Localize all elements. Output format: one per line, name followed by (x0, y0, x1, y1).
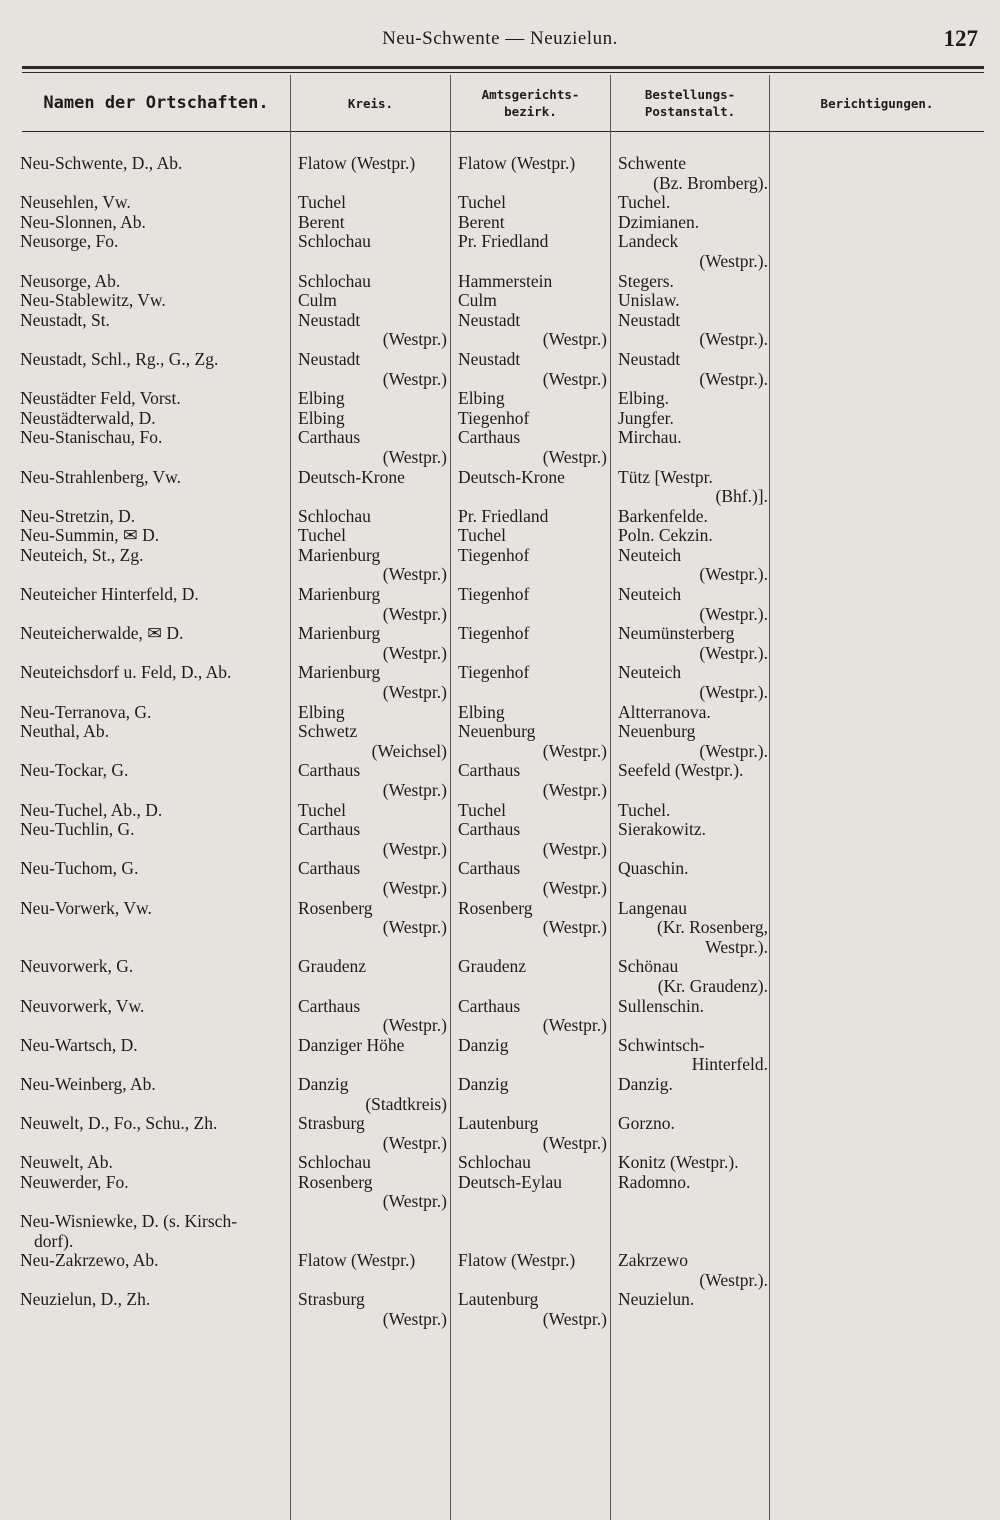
place-name: Neustädter Feld, Vorst. (20, 388, 181, 409)
kreis-cell: Rosenberg (298, 897, 373, 918)
post-cell: Neuzielun. (618, 1289, 695, 1310)
amtsgericht-cell: Lautenburg (458, 1289, 539, 1310)
place-name: Neu-Tockar, G. (20, 760, 129, 781)
kreis-cell: Schwetz (298, 721, 358, 742)
amtsgericht-cell: Culm (458, 290, 497, 311)
amtsgericht-cell: Lautenburg (458, 1113, 539, 1134)
amtsgericht-continued: (Westpr.) (542, 329, 607, 350)
amtsgericht-cell: Danzig (458, 1073, 509, 1094)
table-row (0, 801, 1000, 821)
kreis-cell: Danzig (298, 1073, 349, 1094)
amtsgericht-cell: Tiegenhof (458, 544, 530, 565)
table-row (0, 272, 1000, 292)
kreis-cell: Elbing (298, 407, 345, 428)
table-row (0, 977, 1000, 997)
post-cell: Radomno. (618, 1171, 691, 1192)
amtsgericht-cell: Hammerstein (458, 270, 553, 291)
place-name: Neu-Tuchel, Ab., D. (20, 799, 163, 820)
amtsgericht-cell: Tiegenhof (458, 662, 530, 683)
post-cell: Tütz [Westpr. (618, 466, 713, 487)
table-row (0, 1232, 1000, 1252)
kreis-continued: (Westpr.) (382, 838, 447, 859)
amtsgericht-continued: (Westpr.) (542, 838, 607, 859)
amtsgericht-continued: (Westpr.) (542, 1132, 607, 1153)
kreis-continued: (Westpr.) (382, 1309, 447, 1330)
kreis-cell: Marienburg (298, 623, 381, 644)
place-name: Neuwelt, Ab. (20, 1152, 113, 1173)
table-row (0, 742, 1000, 762)
place-name: Neu-Vorwerk, Vw. (20, 897, 152, 918)
table-row (0, 330, 1000, 350)
kreis-cell: Marienburg (298, 662, 381, 683)
table-row (0, 232, 1000, 252)
amtsgericht-cell: Carthaus (458, 760, 521, 781)
kreis-cell: Elbing (298, 388, 345, 409)
amtsgericht-cell: Tuchel (458, 192, 506, 213)
table-row (0, 350, 1000, 370)
place-name: Neuteicher Hinterfeld, D. (20, 584, 199, 605)
table-row (0, 487, 1000, 507)
post-cell: Schwintsch- (618, 1034, 705, 1055)
kreis-cell: Marienburg (298, 544, 381, 565)
amtsgericht-cell: Carthaus (458, 427, 521, 448)
kreis-continued: (Westpr.) (382, 603, 447, 624)
table-row (0, 1036, 1000, 1056)
post-cell: Neuteich (618, 662, 682, 683)
place-name: Neuthal, Ab. (20, 721, 109, 742)
kreis-cell: Flatow (Westpr.) (298, 1250, 416, 1271)
place-name: Neu-Slonnen, Ab. (20, 211, 146, 232)
place-name: Neu-Stretzin, D. (20, 505, 136, 526)
kreis-cell: Carthaus (298, 995, 361, 1016)
column-header-kreis: Kreis. (347, 95, 394, 111)
amtsgericht-continued: (Westpr.) (542, 780, 607, 800)
post-cell: Schwente (618, 153, 687, 173)
kreis-continued: (Westpr.) (382, 368, 447, 389)
column-header-name: Namen der Ortschaften. (43, 92, 269, 113)
amtsgericht-cell: Carthaus (458, 995, 521, 1016)
kreis-cell: Schlochau (298, 505, 371, 526)
table-row (0, 957, 1000, 977)
header-rule-thin (22, 72, 984, 73)
kreis-cell: Strasburg (298, 1113, 365, 1134)
column-header-post: Bestellungs- Postanstalt. (644, 87, 736, 119)
table-row (0, 409, 1000, 429)
post-continued: (Westpr.). (699, 250, 768, 271)
amtsgericht-cell: Tuchel (458, 525, 506, 546)
amtsgericht-cell: Flatow (Westpr.) (458, 1250, 576, 1271)
table-row (0, 565, 1000, 585)
place-name: Neu-Strahlenberg, Vw. (20, 466, 182, 487)
place-name: Neu-Schwente, D., Ab. (20, 153, 183, 173)
amtsgericht-cell: Rosenberg (458, 897, 533, 918)
place-name: Neusorge, Fo. (20, 231, 119, 252)
column-header-berichtigungen: Berichtigungen. (820, 95, 934, 111)
place-name: Neuteicherwalde, ✉ D. (20, 623, 184, 644)
table-row (0, 1016, 1000, 1036)
table-row (0, 546, 1000, 566)
place-name: Neu-Stablewitz, Vw. (20, 290, 166, 311)
table-row (0, 213, 1000, 233)
table-row (0, 1251, 1000, 1271)
post-cell: Tuchel. (618, 799, 671, 820)
amtsgericht-cell: Tuchel (458, 799, 506, 820)
table-row (0, 585, 1000, 605)
table-row (0, 468, 1000, 488)
kreis-cell: Graudenz (298, 956, 367, 977)
amtsgericht-continued: (Westpr.) (542, 1309, 607, 1330)
table-row (0, 154, 1000, 174)
post-cell: Zakrzewo (618, 1250, 688, 1271)
page-number: 127 (943, 26, 978, 51)
table-row (0, 311, 1000, 331)
place-name: Neuzielun, D., Zh. (20, 1289, 151, 1310)
amtsgericht-continued: (Westpr.) (542, 917, 607, 938)
table-row (0, 624, 1000, 644)
kreis-cell: Neustadt (298, 348, 361, 369)
post-continued: (Bhf.)]. (715, 486, 768, 507)
place-name: Neuwelt, D., Fo., Schu., Zh. (20, 1113, 218, 1134)
kreis-continued: (Westpr.) (382, 329, 447, 350)
kreis-cell: Schlochau (298, 1152, 371, 1173)
kreis-continued: (Westpr.) (382, 917, 447, 938)
table-row (0, 193, 1000, 213)
table-row (0, 252, 1000, 272)
table-row (0, 683, 1000, 703)
amtsgericht-cell: Flatow (Westpr.) (458, 153, 576, 173)
post-cell: Unislaw. (618, 290, 680, 311)
post-continued: Hinterfeld. (691, 1054, 768, 1075)
post-continued: (Kr. Graudenz). (657, 975, 768, 996)
post-cell: Poln. Cekzin. (618, 525, 713, 546)
table-row (0, 781, 1000, 801)
amtsgericht-cell: Neuenburg (458, 721, 536, 742)
column-header-amtsgericht: Amtsgerichts- bezirk. (481, 87, 580, 119)
table-row (0, 644, 1000, 664)
amtsgericht-continued: (Westpr.) (542, 740, 607, 761)
amtsgericht-cell: Carthaus (458, 819, 521, 840)
amtsgericht-cell: Tiegenhof (458, 623, 530, 644)
post-cell: Mirchau. (618, 427, 682, 448)
kreis-cell: Rosenberg (298, 1171, 373, 1192)
amtsgericht-continued: (Westpr.) (542, 877, 607, 898)
table-row (0, 859, 1000, 879)
kreis-cell: Carthaus (298, 427, 361, 448)
kreis-cell: Marienburg (298, 584, 381, 605)
place-name: Neu-Stanischau, Fo. (20, 427, 163, 448)
table-row (0, 448, 1000, 468)
post-cell: Neuteich (618, 544, 682, 565)
kreis-cell: Deutsch-Krone (298, 466, 405, 487)
place-name: Neu-Tuchom, G. (20, 858, 139, 879)
post-continued: (Westpr.). (699, 642, 768, 663)
post-cell: Seefeld (Westpr.). (618, 760, 744, 781)
table-row (0, 1114, 1000, 1134)
kreis-cell: Schlochau (298, 270, 371, 291)
kreis-cell: Carthaus (298, 760, 361, 781)
post-continued: (Westpr.). (699, 564, 768, 585)
place-name: Neustadt, St. (20, 309, 110, 330)
table-row (0, 1173, 1000, 1193)
table-row (0, 605, 1000, 625)
post-cell: Dzimianen. (618, 211, 700, 232)
table-row (0, 526, 1000, 546)
table-row (0, 370, 1000, 390)
table-row (0, 1212, 1000, 1232)
post-cell: Barkenfelde. (618, 505, 708, 526)
amtsgericht-cell: Schlochau (458, 1152, 531, 1173)
post-cell: Neumünsterberg (618, 623, 735, 644)
kreis-cell: Elbing (298, 701, 345, 722)
amtsgericht-cell: Elbing (458, 388, 505, 409)
post-continued: (Westpr.). (699, 1269, 768, 1290)
post-cell: Langenau (618, 897, 687, 918)
post-cell: Neustadt (618, 309, 681, 330)
kreis-continued: (Weichsel) (371, 740, 447, 761)
place-name: Neusorge, Ab. (20, 270, 121, 291)
post-cell: Elbing. (618, 388, 670, 409)
table-row (0, 1153, 1000, 1173)
post-continued: (Westpr.). (699, 329, 768, 350)
amtsgericht-continued: (Westpr.) (542, 446, 607, 467)
place-name: Neu-Wisniewke, D. (s. Kirsch- (20, 1211, 238, 1232)
kreis-continued: (Westpr.) (382, 780, 447, 800)
kreis-continued: (Westpr.) (382, 642, 447, 663)
table-row (0, 997, 1000, 1017)
kreis-cell: Culm (298, 290, 337, 311)
amtsgericht-cell: Danzig (458, 1034, 509, 1055)
place-name: Neu-Wartsch, D. (20, 1034, 138, 1055)
kreis-continued: (Stadtkreis) (365, 1093, 447, 1114)
place-name: Neu-Summin, ✉ D. (20, 525, 160, 546)
post-continued: (Bz. Bromberg). (653, 172, 768, 193)
post-cell: Altterranova. (618, 701, 711, 722)
table-row (0, 1310, 1000, 1330)
kreis-continued: (Westpr.) (382, 1015, 447, 1036)
kreis-cell: Tuchel (298, 799, 346, 820)
place-name: Neu-Terranova, G. (20, 701, 152, 722)
table-row (0, 1192, 1000, 1212)
table-row (0, 1271, 1000, 1291)
post-continued: (Kr. Rosenberg, (657, 917, 768, 938)
table-row (0, 722, 1000, 742)
place-name-continued: dorf). (34, 1230, 74, 1251)
running-title: Neu-Schwente — Neuzielun. (382, 28, 618, 49)
gazetteer-table (0, 154, 1000, 1330)
table-row (0, 1134, 1000, 1154)
place-name: Neuvorwerk, G. (20, 956, 134, 977)
kreis-continued: (Westpr.) (382, 1132, 447, 1153)
table-row (0, 1075, 1000, 1095)
post-cell: Schönau (618, 956, 679, 977)
amtsgericht-cell: Carthaus (458, 858, 521, 879)
table-row (0, 663, 1000, 683)
amtsgericht-cell: Neustadt (458, 309, 521, 330)
amtsgericht-continued: (Westpr.) (542, 368, 607, 389)
page-header (0, 28, 1000, 58)
kreis-cell: Tuchel (298, 525, 346, 546)
kreis-cell: Neustadt (298, 309, 361, 330)
amtsgericht-cell: Neustadt (458, 348, 521, 369)
place-name: Neustädterwald, D. (20, 407, 156, 428)
kreis-cell: Schlochau (298, 231, 371, 252)
table-row (0, 761, 1000, 781)
kreis-continued: (Westpr.) (382, 1191, 447, 1212)
place-name: Neusehlen, Vw. (20, 192, 131, 213)
column-header-rule (22, 131, 984, 132)
table-row (0, 938, 1000, 958)
table-row (0, 1095, 1000, 1115)
table-row (0, 840, 1000, 860)
post-continued: Westpr.). (705, 936, 768, 957)
table-row (0, 703, 1000, 723)
table-row (0, 820, 1000, 840)
table-row (0, 1290, 1000, 1310)
kreis-continued: (Westpr.) (382, 564, 447, 585)
kreis-cell: Strasburg (298, 1289, 365, 1310)
amtsgericht-cell: Pr. Friedland (458, 505, 549, 526)
kreis-cell: Danziger Höhe (298, 1034, 405, 1055)
amtsgericht-cell: Graudenz (458, 956, 527, 977)
place-name: Neu-Zakrzewo, Ab. (20, 1250, 159, 1271)
table-row (0, 389, 1000, 409)
table-row (0, 507, 1000, 527)
kreis-continued: (Westpr.) (382, 446, 447, 467)
amtsgericht-cell: Berent (458, 211, 505, 232)
post-cell: Jungfer. (618, 407, 674, 428)
kreis-cell: Tuchel (298, 192, 346, 213)
place-name: Neuwerder, Fo. (20, 1171, 129, 1192)
amtsgericht-cell: Deutsch-Krone (458, 466, 565, 487)
amtsgericht-cell: Elbing (458, 701, 505, 722)
place-name: Neu-Weinberg, Ab. (20, 1073, 156, 1094)
post-cell: Gorzno. (618, 1113, 675, 1134)
table-row (0, 918, 1000, 938)
post-cell: Konitz (Westpr.). (618, 1152, 739, 1173)
post-cell: Tuchel. (618, 192, 671, 213)
post-cell: Stegers. (618, 270, 674, 291)
post-cell: Sullenschin. (618, 995, 705, 1016)
table-row (0, 899, 1000, 919)
amtsgericht-cell: Deutsch-Eylau (458, 1171, 562, 1192)
place-name: Neuteich, St., Zg. (20, 544, 144, 565)
table-row (0, 879, 1000, 899)
kreis-cell: Carthaus (298, 858, 361, 879)
post-cell: Danzig. (618, 1073, 673, 1094)
kreis-cell: Flatow (Westpr.) (298, 153, 416, 173)
kreis-cell: Berent (298, 211, 345, 232)
post-cell: Neuenburg (618, 721, 696, 742)
post-continued: (Westpr.). (699, 603, 768, 624)
table-row (0, 174, 1000, 194)
post-continued: (Westpr.). (699, 740, 768, 761)
amtsgericht-cell: Pr. Friedland (458, 231, 549, 252)
table-row (0, 291, 1000, 311)
table-row (0, 1055, 1000, 1075)
header-rule (22, 66, 984, 69)
post-cell: Landeck (618, 231, 679, 252)
table-row (0, 428, 1000, 448)
post-cell: Neuteich (618, 584, 682, 605)
post-cell: Quaschin. (618, 858, 689, 879)
kreis-cell: Carthaus (298, 819, 361, 840)
kreis-continued: (Westpr.) (382, 682, 447, 703)
place-name: Neu-Tuchlin, G. (20, 819, 135, 840)
post-continued: (Westpr.). (699, 682, 768, 703)
post-cell: Neustadt (618, 348, 681, 369)
post-cell: Sierakowitz. (618, 819, 706, 840)
amtsgericht-cell: Tiegenhof (458, 407, 530, 428)
kreis-continued: (Westpr.) (382, 877, 447, 898)
place-name: Neuvorwerk, Vw. (20, 995, 145, 1016)
amtsgericht-continued: (Westpr.) (542, 1015, 607, 1036)
place-name: Neuteichsdorf u. Feld, D., Ab. (20, 662, 232, 683)
amtsgericht-cell: Tiegenhof (458, 584, 530, 605)
place-name: Neustadt, Schl., Rg., G., Zg. (20, 348, 219, 369)
post-continued: (Westpr.). (699, 368, 768, 389)
